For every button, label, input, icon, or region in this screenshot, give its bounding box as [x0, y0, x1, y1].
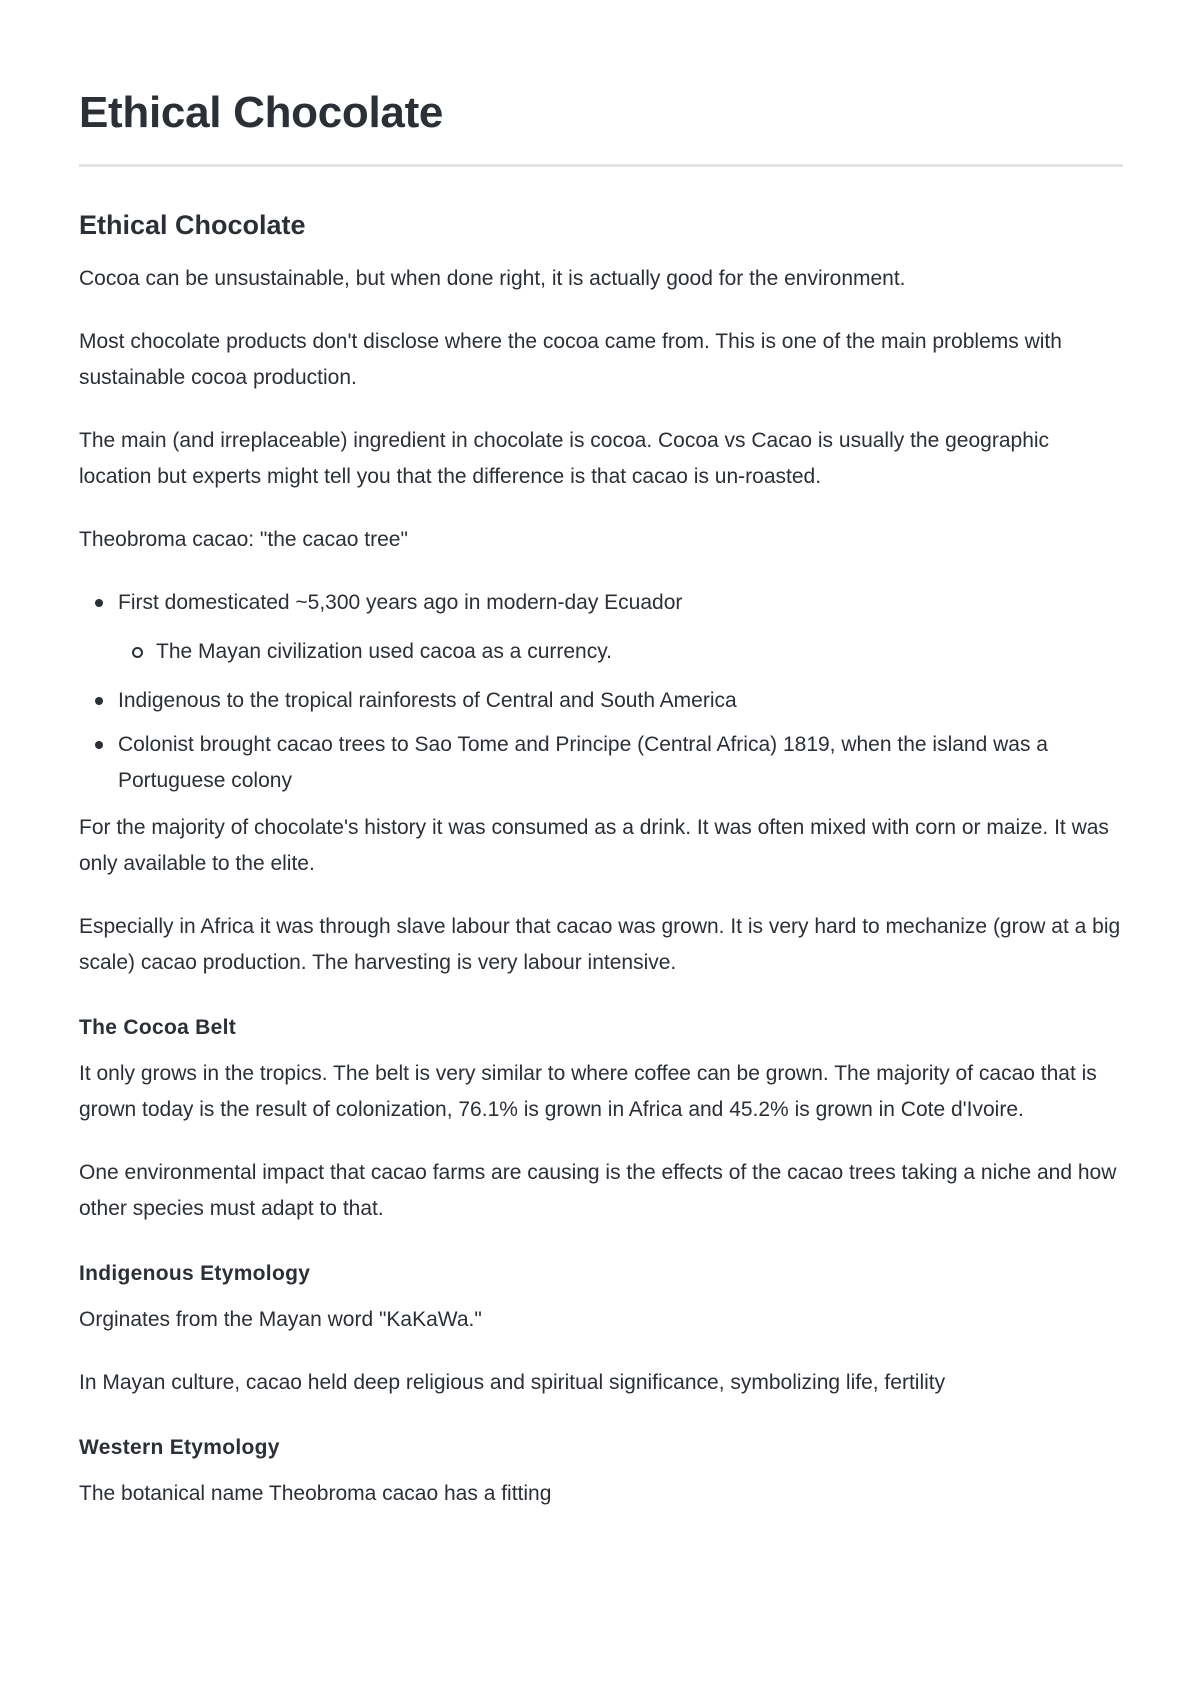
- sub-list-item: [79, 634, 1123, 670]
- cocoa-belt-heading: The Cocoa Belt: [79, 1016, 237, 1039]
- intro-paragraph-3: The main (and irreplaceable) ingredient in chocolate is cocoa. Cocoa vs Cacao is usually the geographic location but experts might tell you that the difference is that cacao is un-roasted.: [79, 429, 1050, 488]
- intro-paragraph-2: Most chocolate products don't disclose where the cocoa came from. This is one of the main problems with sustainable cocoa production.: [79, 330, 1062, 389]
- indigenous-etymology-paragraph-2: In Mayan culture, cacao held deep religious and spiritual significance, symbolizing life, fertility: [79, 1371, 946, 1394]
- indigenous-etymology-paragraph-1: Orginates from the Mayan word "KaKaWa.": [79, 1308, 482, 1331]
- list-item-text: First domesticated ~5,300 years ago in modern-day Ecuador: [118, 591, 683, 614]
- list-item-text: Indigenous to the tropical rainforests of Central and South America: [118, 689, 737, 712]
- indigenous-etymology-heading: Indigenous Etymology: [79, 1262, 311, 1285]
- document-title: Ethical Chocolate: [79, 88, 444, 137]
- sub-list-item-text: The Mayan civilization used cacoa as a currency.: [156, 640, 612, 663]
- history-paragraph-2: Especially in Africa it was through slave labour that cacao was grown. It is very hard to mechanize (grow at a big scale) cacao production. The harvesting is very labour intensive.: [79, 915, 1121, 974]
- list-item: [79, 727, 1123, 799]
- list-item-text: Colonist brought cacao trees to Sao Tome and Principe (Central Africa) 1819, when the island was a Portuguese colony: [118, 733, 1048, 792]
- list-item: [79, 585, 1123, 621]
- document-page: [79, 80, 1123, 1512]
- list-item: [79, 683, 1123, 719]
- intro-paragraph-1: Cocoa can be unsustainable, but when done right, it is actually good for the environment.: [79, 267, 906, 290]
- western-etymology-paragraph-1: The botanical name Theobroma cacao has a fitting: [79, 1482, 552, 1505]
- history-paragraph-1: For the majority of chocolate's history it was consumed as a drink. It was often mixed with corn or maize. It was only available to the elite.: [79, 816, 1109, 875]
- title-divider: [79, 164, 1123, 167]
- western-etymology-heading: Western Etymology: [79, 1436, 280, 1459]
- cocoa-belt-paragraph-1: It only grows in the tropics. The belt is very similar to where coffee can be grown. The majority of cacao that is grown today is the result of colonization, 76.1% is grown in Africa and 45.2% is grown in Cote d'Ivoire.: [79, 1062, 1097, 1121]
- intro-paragraph-4: Theobroma cacao: "the cacao tree": [79, 528, 408, 551]
- section-heading: Ethical Chocolate: [79, 210, 306, 240]
- facts-list: [79, 585, 1123, 799]
- cocoa-belt-paragraph-2: One environmental impact that cacao farms are causing is the effects of the cacao trees taking a niche and how other species must adapt to that.: [79, 1161, 1117, 1220]
